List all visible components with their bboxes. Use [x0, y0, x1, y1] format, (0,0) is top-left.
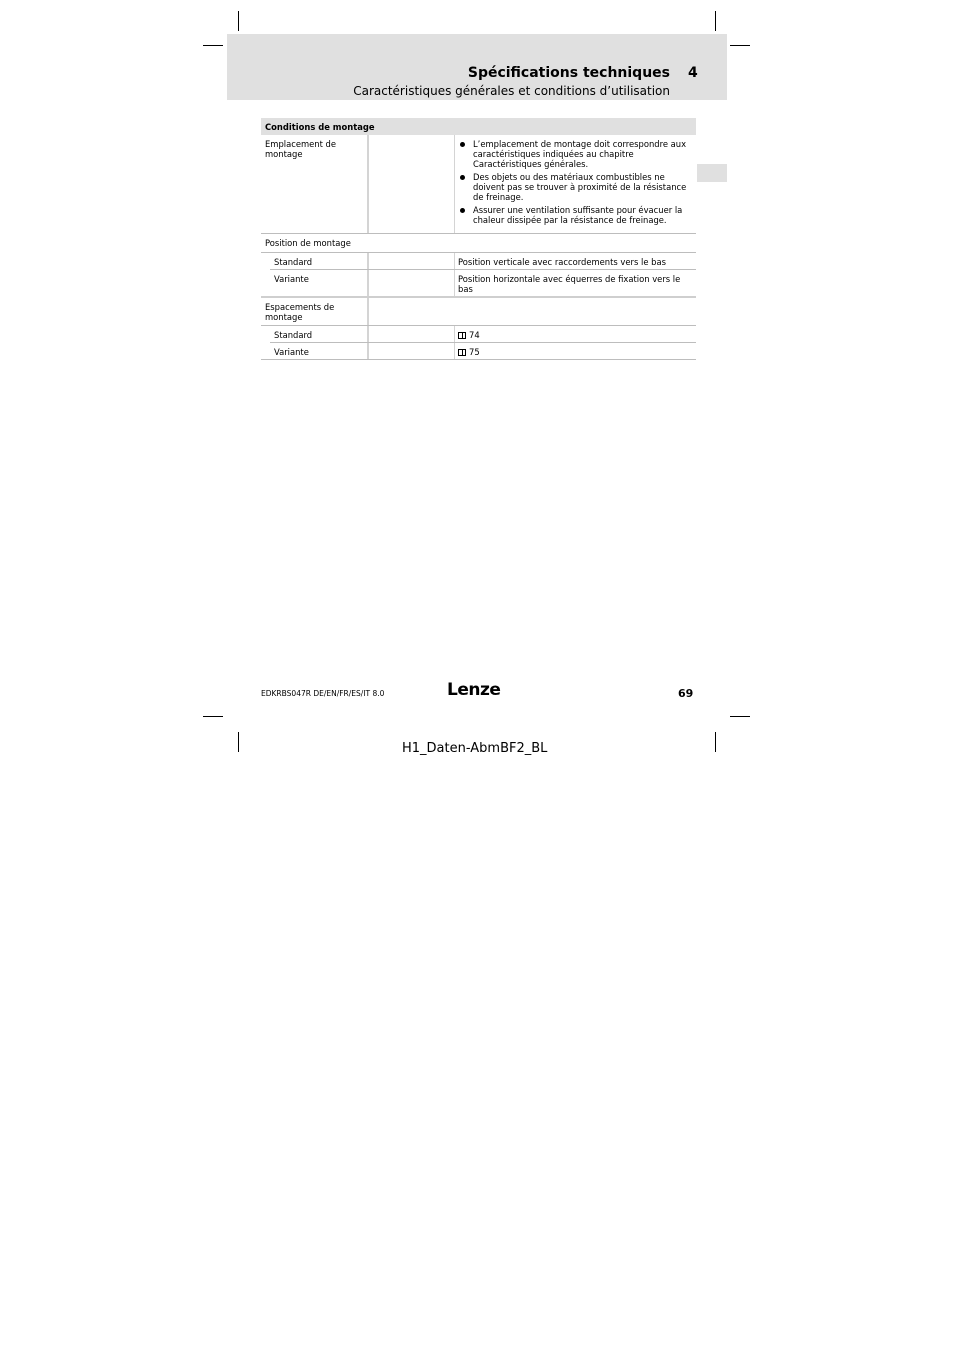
page-number: 69 — [678, 687, 694, 700]
page-subtitle: Caractéristiques générales et conditions d’utilisation — [353, 84, 670, 98]
location-bullets — [458, 139, 694, 225]
crop-mark — [715, 11, 716, 31]
location-label: Emplacement de montage — [265, 139, 337, 159]
empty-cell — [367, 326, 454, 342]
empty-cell — [367, 135, 454, 233]
list-item: L’emplacement de montage doit correspondre aux caractéristiques indiquées au chapitre Caractéristiques générales. — [458, 139, 694, 169]
bullet-icon — [460, 175, 465, 180]
book-icon — [458, 349, 466, 356]
crop-mark — [203, 45, 223, 46]
row-divider — [261, 359, 696, 360]
position-label: Position de montage — [265, 238, 351, 248]
table-row — [261, 343, 696, 359]
position-standard-label: Standard — [274, 257, 313, 267]
table-row — [261, 135, 696, 233]
crop-mark — [730, 716, 750, 717]
page-reference[interactable]: 75 — [469, 347, 480, 357]
empty-cell — [367, 343, 454, 359]
empty-cell — [454, 298, 696, 325]
crop-mark — [203, 716, 223, 717]
table-row — [261, 298, 696, 325]
table-row — [261, 326, 696, 342]
chapter-tab — [697, 164, 727, 182]
list-item: Assurer une ventilation suffisante pour évacuer la chaleur dissipée par la résistance de freinage. — [458, 205, 694, 225]
empty-cell — [367, 253, 454, 269]
position-variant-label: Variante — [274, 274, 309, 284]
chapter-number: 4 — [688, 65, 698, 81]
bullet-icon — [460, 142, 465, 147]
empty-cell — [367, 270, 454, 296]
lenze-logo: Lenze — [447, 680, 501, 700]
spacing-variant-label: Variante — [274, 347, 309, 357]
spacing-standard-value[interactable] — [454, 326, 696, 342]
spacing-label: Espacements de montage — [265, 302, 335, 322]
list-item: Des objets ou des matériaux combustibles ne doivent pas se trouver à proximité de la résistance de freinage. — [458, 172, 694, 202]
spacing-variant-value[interactable] — [454, 343, 696, 359]
page-title: Spécifications techniques — [467, 65, 670, 81]
file-label: H1_Daten-AbmBF2_BL — [402, 741, 548, 756]
bullet-icon — [460, 208, 465, 213]
empty-cell — [367, 298, 454, 325]
book-icon — [458, 332, 466, 339]
position-standard-value: Position verticale avec raccordements vers le bas — [454, 253, 696, 269]
table-heading: Conditions de montage — [261, 118, 696, 135]
document-id: EDKRBS047R DE/EN/FR/ES/IT 8.0 — [261, 689, 385, 698]
crop-mark — [238, 732, 239, 752]
crop-mark — [238, 11, 239, 31]
table-row — [261, 270, 696, 296]
crop-mark — [715, 732, 716, 752]
position-variant-value: Position horizontale avec équerres de fixation vers le bas — [454, 270, 696, 296]
page-reference[interactable]: 74 — [469, 330, 480, 340]
spacing-standard-label: Standard — [274, 330, 313, 340]
crop-mark — [730, 45, 750, 46]
table-row — [261, 253, 696, 269]
location-value — [454, 135, 696, 233]
mounting-conditions-table — [261, 118, 696, 360]
